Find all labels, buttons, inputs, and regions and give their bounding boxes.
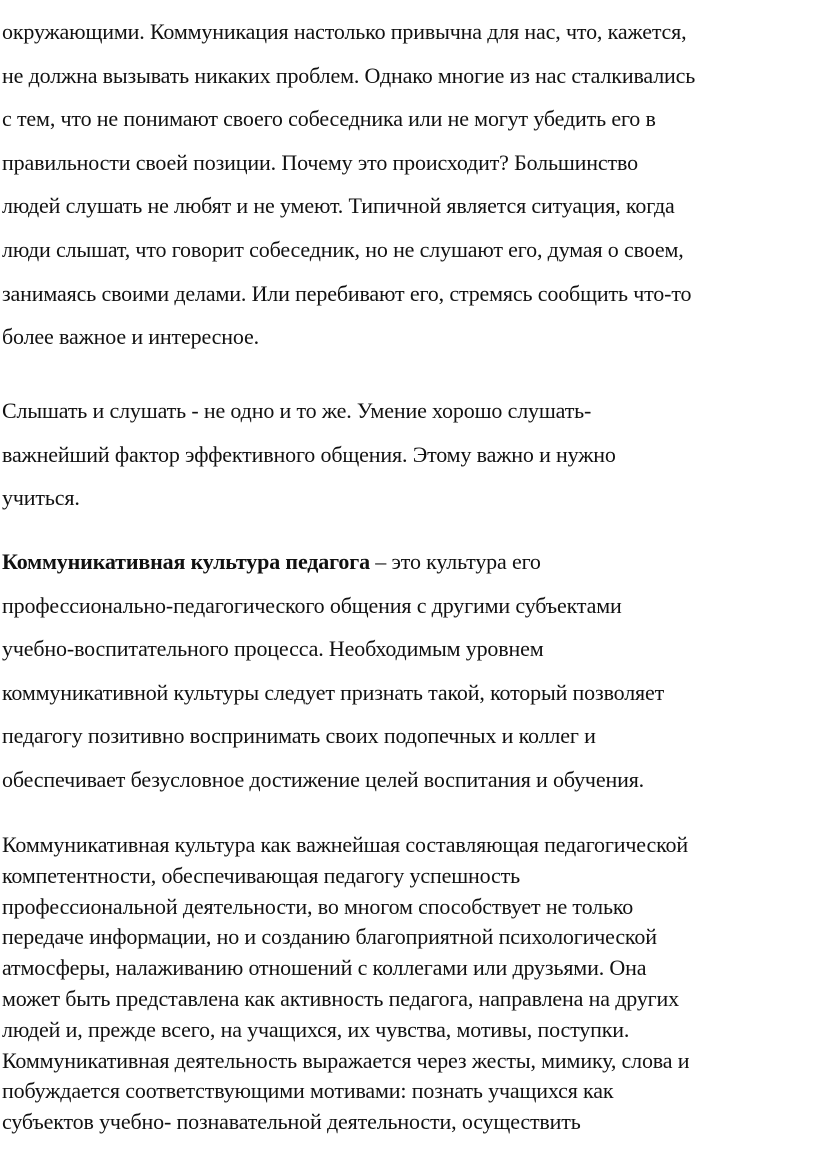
text-line: людей и, прежде всего, на учащихся, их чувства, мотивы, поступки. (2, 1016, 630, 1042)
text-line: занимаясь своими делами. Или перебивают его, стремясь сообщить что-то (2, 280, 692, 306)
paragraph-communicative-culture (2, 830, 814, 1138)
text-line: людей слушать не любят и не умеют. Типичной является ситуация, когда (2, 193, 675, 219)
text-line: правильности своей позиции. Почему это происходит? Большинство (2, 149, 638, 175)
defined-term: Коммуникативная культура педагога (2, 549, 370, 574)
text-line: учиться. (2, 485, 80, 511)
paragraph-listening (2, 10, 814, 359)
text-line: субъектов учебно- познавательной деятельности, осуществить (2, 1109, 581, 1135)
text-line: Коммуникативная культура как важнейшая составляющая педагогической (2, 832, 688, 857)
text-line: окружающими. Коммуникация настолько привычна для нас, что, кажется, (2, 19, 687, 44)
text-line: может быть представлена как активность педагога, направлена на других (2, 985, 680, 1011)
text-line: Слышать и слушать - не одно и то же. Умение хорошо слушать- (2, 398, 592, 423)
text-line: атмосферы, налаживанию отношений с коллегами или друзьями. Она (2, 955, 647, 981)
definition-start: – это культура его (369, 549, 541, 574)
text-line: побуждается соответствующими мотивами: познать учащихся как (2, 1078, 614, 1104)
text-line: обеспечивает безусловное достижение целей воспитания и обучения. (2, 766, 645, 792)
paragraph-hearing-vs-listening (2, 389, 814, 520)
text-line: с тем, что не понимают своего собеседника или не могут убедить его в (2, 106, 656, 132)
text-line: профессиональной деятельности, во многом способствует не только (2, 893, 634, 919)
text-line: коммуникативной культуры следует признать такой, который позволяет (2, 679, 665, 705)
text-line: учебно-воспитательного процесса. Необходимым уровнем (2, 636, 544, 662)
text-line (2, 540, 814, 584)
text-line: более важное и интересное. (2, 324, 259, 350)
text-line: компетентности, обеспечивающая педагогу успешность (2, 862, 520, 888)
text-line: важнейший фактор эффективного общения. Этому важно и нужно (2, 441, 616, 467)
text-line: люди слышат, что говорит собеседник, но не слушают его, думая о своем, (2, 236, 684, 262)
text-line: педагогу позитивно воспринимать своих подопечных и коллег и (2, 723, 596, 749)
text-line: передаче информации, но и созданию благоприятной психологической (2, 924, 657, 950)
text-line: Коммуникативная деятельность выражается через жесты, мимику, слова и (2, 1047, 690, 1073)
text-line: профессионально-педагогического общения с другими субъектами (2, 592, 622, 618)
paragraph-definition (2, 540, 814, 802)
text-line: не должна вызывать никаких проблем. Однако многие из нас сталкивались (2, 62, 696, 88)
